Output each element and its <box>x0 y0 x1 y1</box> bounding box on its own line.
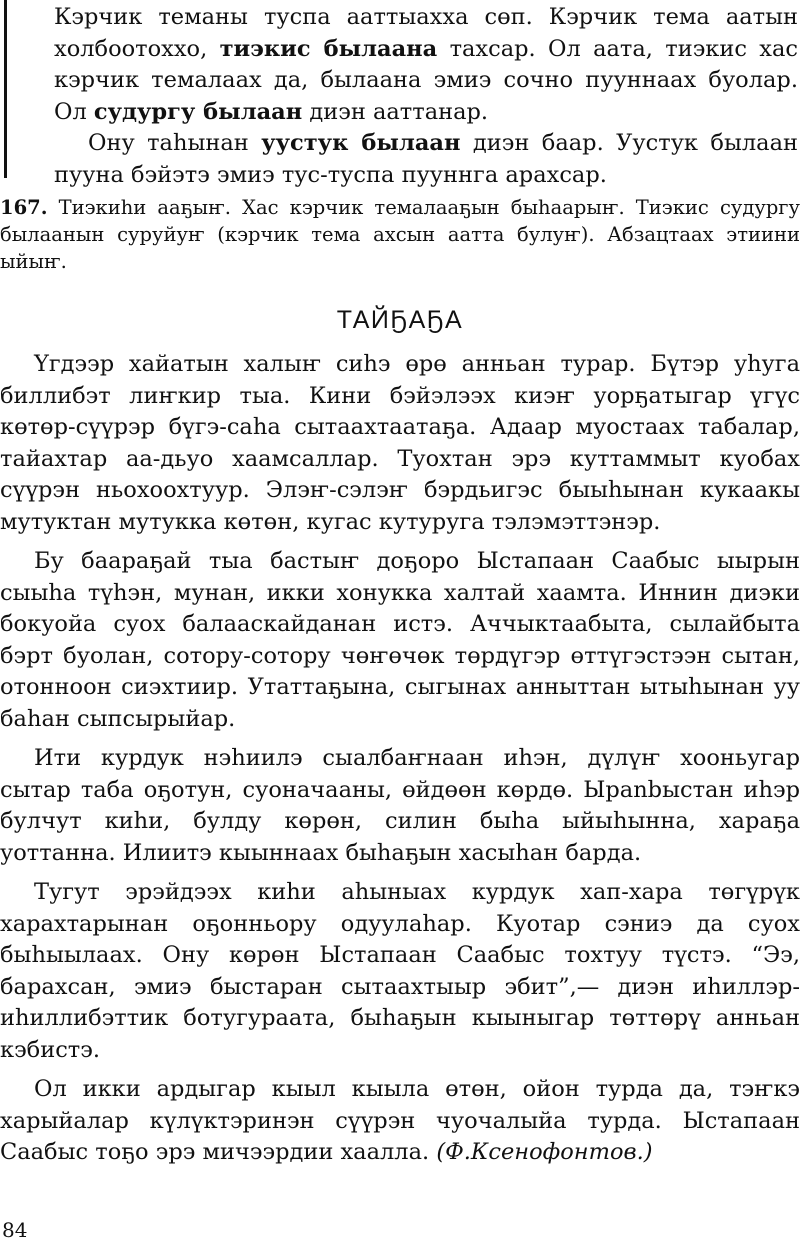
rule-box <box>0 0 800 188</box>
story-paragraph: Үгдээр хайатын халыҥ сиhэ өрө анньан турар. Бүтэр уhуга биллибэт лиҥкир тыа. Кини бэйэлээх киэҥ уорҕатыгар үгүс көтөр-сүүрэр бүгэ-саhа сытаахтаатаҕа. Адаар муостаах табалар, тайахтар аа-дьуо хаамсаллар. Туохтан эрэ куттаммыт куобах сүүрэн ньохоохтуур. Элэҥ-сэлэҥ бэрдьигэс быыhынан кукаакы мутуктан мутукка көтөн, кугас кутуруга тэлэмэттэнэр. <box>0 351 800 535</box>
rule-p1-part3: диэн ааттанар. <box>309 98 489 125</box>
story-paragraph: Тугут эрэйдээх киhи аhыныах курдук хап-хара төгүрүк харахтарынан оҕонньору одуулаhар. Куотар сэниэ да суох быhыылаах. Ону көрөн Ыстапаан Саабыс тохтуу түстэ. “Ээ, барахсан, эмиэ быстаран сытаахтыыр эбит”,— диэн иhиллэр-иhиллибэттик ботугураата, быhаҕын кыыныгар төттөрү анньан кэбистэ. <box>0 879 800 1063</box>
rule-text <box>54 2 798 191</box>
page-number: 84 <box>2 1218 28 1242</box>
rule-p2-part2: диэн баар. Уустук былаан пууна бэйэтэ эмиэ тус-туспа пууннга арахсар. <box>54 130 798 188</box>
rule-term-simple-plan: судургу былаан <box>93 98 303 125</box>
rule-paragraph-1 <box>54 2 798 128</box>
story-author: (Ф.Ксенофонтов.) <box>436 1139 653 1165</box>
story-title: ТАЙҔАҔА <box>336 306 464 334</box>
rule-p1-part1: Кэрчик теманы туспа ааттыахха сөп. Кэрчик тема аатын холбоотохxo, <box>54 4 798 62</box>
rule-p2-part1: Ону таhынан <box>88 130 249 156</box>
story-paragraph: Ити курдук нэhиилэ сыалбаҥнаан иhэн, дүлүҥ хооньугар сытар таба оҕотун, суоначааны, өйдөөн көрдө. Ырanbыстан иhэр булчут киhи, булду көрөн, силин быhа ыйыhынна, хараҕа уоттанна. Илиитэ кыыннаах быhаҕын хасыhан барда. <box>0 745 800 866</box>
exercise-text: Тиэкиhи ааҕыҥ. Хас кэрчик темалааҕын быhаарыҥ. Тиэкис судургу былаанын суруйуҥ (кэрчик тема ахсын аатта булуҥ). Абзацтаах этиини ыйыҥ. <box>0 196 800 273</box>
story-paragraph: Бу баараҕай тыа бастыҥ доҕоро Ыстапаан Саабыс ыырын сыыhа түhэн, мунан, икки хонукка халтай хаамта. Иннин диэки бокуойа суох балааскайданан истэ. Аччыктаабыта, сылайбыта бэрт буолан, сотору-сотору чөҥөчөк төрдүгэр өттүгэстээн сытан, отонноон сиэхтиир. Утаттаҕына, сыгынах анныттан ытыhынан уу баhан сыпсырыйар. <box>0 548 800 732</box>
rule-p1-part2: тахсар. Ол аата, тиэкис хас кэрчик темалаах да, былаана эмиэ сочно пууннаах буолар. Ол <box>54 35 799 125</box>
rule-term-complex-plan: уустук былаан <box>261 130 461 156</box>
rule-paragraph-2 <box>54 128 798 191</box>
rule-term-plan: тиэкис былаана <box>219 35 438 62</box>
story-paragraph-text: Ол икки ардыгар кыыл кыыла өтөн, ойон турда да, тэҥкэ харыйалар күлүктэринэн сүүрэн чуочалыйа турда. Ыстапаан Саабыс тоҕо эрэ мичээрдии хаалла. <box>0 1076 800 1165</box>
story-paragraph-last <box>0 1074 800 1169</box>
exercise-task <box>0 194 800 275</box>
exercise-number: 167. <box>0 196 48 219</box>
rule-vertical-bar <box>4 0 7 178</box>
story-body <box>0 349 800 1177</box>
